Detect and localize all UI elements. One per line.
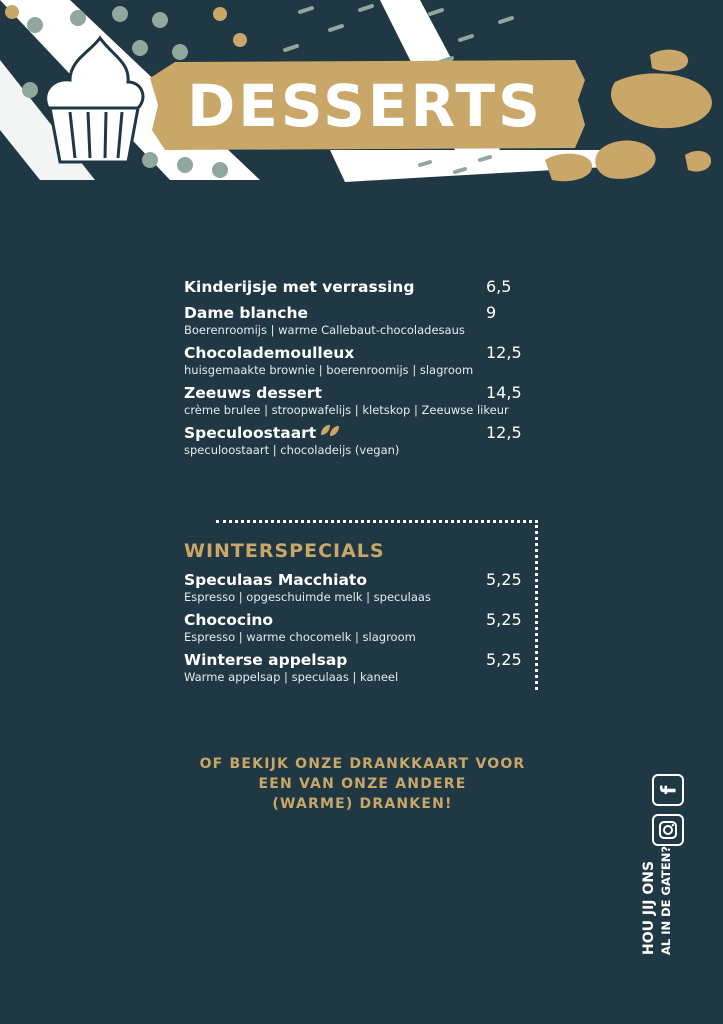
item-price: 5,25 bbox=[486, 650, 522, 669]
tagline-line1: HOU JIJ ONS bbox=[641, 860, 657, 955]
item-price: 12,5 bbox=[486, 343, 522, 362]
item-description: speculoostaart | chocoladeijs (vegan) bbox=[184, 443, 400, 457]
callout-line: (WARME) DRANKEN! bbox=[272, 796, 453, 812]
menu-item bbox=[184, 570, 544, 604]
item-name: Kinderijsje met verrassing bbox=[184, 278, 415, 296]
item-price: 14,5 bbox=[486, 383, 522, 402]
winterspecials-section bbox=[184, 540, 544, 690]
item-price: 9 bbox=[486, 303, 497, 322]
instagram-icon[interactable] bbox=[652, 814, 684, 846]
item-description: Boerenroomijs | warme Callebaut-chocoladesaus bbox=[184, 323, 465, 337]
tagline-line2: AL IN DE GATEN? bbox=[659, 846, 673, 955]
drinks-menu-callout bbox=[180, 754, 545, 814]
item-price: 5,25 bbox=[486, 610, 522, 629]
callout-line: OF BEKIJK ONZE DRANKKAART VOOR bbox=[199, 756, 526, 772]
item-description: crème brulee | stroopwafelijs | kletskop | Zeeuwse likeur bbox=[184, 403, 509, 417]
item-price: 12,5 bbox=[486, 423, 522, 442]
facebook-icon[interactable]: f bbox=[652, 774, 684, 806]
menu-item bbox=[184, 277, 544, 297]
menu-item bbox=[184, 423, 544, 457]
dotted-divider-top bbox=[216, 520, 538, 523]
item-name: Zeeuws dessert bbox=[184, 384, 322, 402]
social-tagline bbox=[640, 846, 674, 955]
vegan-leaf-icon bbox=[319, 423, 341, 439]
item-description: Warme appelsap | speculaas | kaneel bbox=[184, 670, 399, 684]
item-description: huisgemaakte brownie | boerenroomijs | slagroom bbox=[184, 363, 474, 377]
page-title: DESSERTS bbox=[187, 72, 543, 140]
camera-icon bbox=[658, 820, 678, 840]
title-banner bbox=[150, 62, 580, 150]
social-links bbox=[652, 774, 692, 854]
section-title: WINTERSPECIALS bbox=[184, 540, 385, 562]
menu-item bbox=[184, 610, 544, 644]
menu-item bbox=[184, 383, 544, 417]
menu-item bbox=[184, 650, 544, 684]
desserts-list bbox=[184, 277, 544, 463]
item-price: 6,5 bbox=[486, 277, 512, 296]
item-name: Dame blanche bbox=[184, 304, 309, 322]
item-description: Espresso | warme chocomelk | slagroom bbox=[184, 630, 416, 644]
callout-line: EEN VAN ONZE ANDERE bbox=[258, 776, 467, 792]
item-price: 5,25 bbox=[486, 570, 522, 589]
item-name: Winterse appelsap bbox=[184, 651, 348, 669]
item-name: Speculaas Macchiato bbox=[184, 571, 367, 589]
item-name: Speculoostaart bbox=[184, 424, 317, 442]
item-description: Espresso | opgeschuimde melk | speculaas bbox=[184, 590, 431, 604]
item-name: Chocolademoulleux bbox=[184, 344, 355, 362]
menu-item bbox=[184, 303, 544, 337]
item-name: Chococino bbox=[184, 611, 274, 629]
menu-item bbox=[184, 343, 544, 377]
